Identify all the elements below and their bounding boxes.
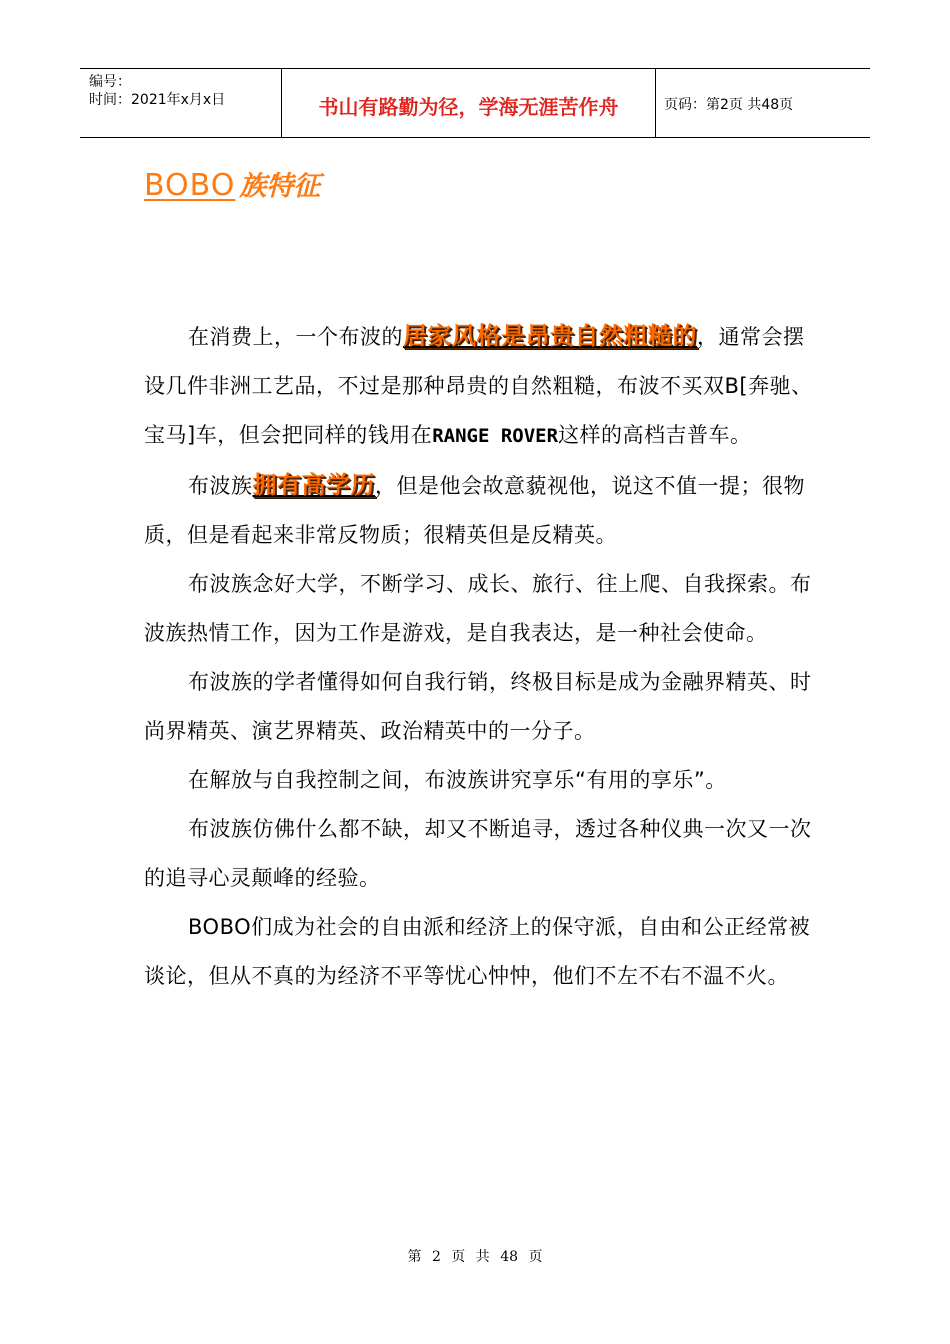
page-footer: 第 2 页 共 48 页: [407, 1249, 543, 1265]
document-number-label: 编号：: [89, 74, 131, 90]
paragraph-2-text-a: 布波族: [188, 474, 253, 498]
highlight-education: 拥有高学历: [252, 471, 375, 499]
header-meta-cell: [80, 69, 282, 137]
paragraph-1-text-b: ，通常会摆设几件非洲工艺品，不过是那种昂贵的自然粗糙，布波不买双B[奔驰、宝马]车，但会把同样的钱用在: [144, 325, 813, 447]
brand-name: RANGE ROVER: [432, 425, 559, 447]
paragraph-6: 布波族仿佛什么都不缺，却又不断追寻，透过各种仪典一次又一次的追寻心灵颠峰的经验。: [144, 817, 812, 890]
header-page-info: 页码：第2页 共48页: [664, 96, 794, 113]
paragraph-1-text-a: 在消费上，一个布波的: [188, 325, 403, 349]
highlight-home-style: 居家风格是昂贵自然粗糙的: [403, 322, 697, 350]
page-header: [80, 68, 870, 138]
document-body: [144, 312, 824, 1001]
document-title: [144, 166, 320, 206]
paragraph-5: 在解放与自我控制之间，布波族讲究享乐“有用的享乐”。: [188, 768, 727, 792]
title-latin: BOBO: [144, 168, 236, 203]
paragraph-1: [144, 312, 824, 461]
paragraph-1-text-c: 这样的高档吉普车。: [558, 423, 752, 447]
paragraph-3: 布波族念好大学，不断学习、成长、旅行、往上爬、自我探索。布波族热情工作，因为工作是游戏，是自我表达，是一种社会使命。: [144, 572, 812, 645]
paragraph-2: [144, 461, 824, 560]
paragraph-7: BOBO们成为社会的自由派和经济上的保守派，自由和公正经常被谈论，但从不真的为经济不平等忧心忡忡，他们不左不右不温不火。: [144, 915, 811, 988]
header-motto: 书山有路勤为径，学海无涯苦作舟: [282, 69, 656, 137]
paragraph-2-text-b: ，但是他会故意藐视他，说这不值一提；很物质，但是看起来非常反物质；很精英但是反精英。: [144, 474, 805, 547]
paragraph-4: 布波族的学者懂得如何自我行销，终极目标是成为金融界精英、时尚界精英、演艺界精英、政治精英中的一分子。: [144, 670, 812, 743]
document-time-label: 时间：2021年x月x日: [89, 92, 226, 108]
title-cjk: 族特征: [239, 171, 321, 202]
